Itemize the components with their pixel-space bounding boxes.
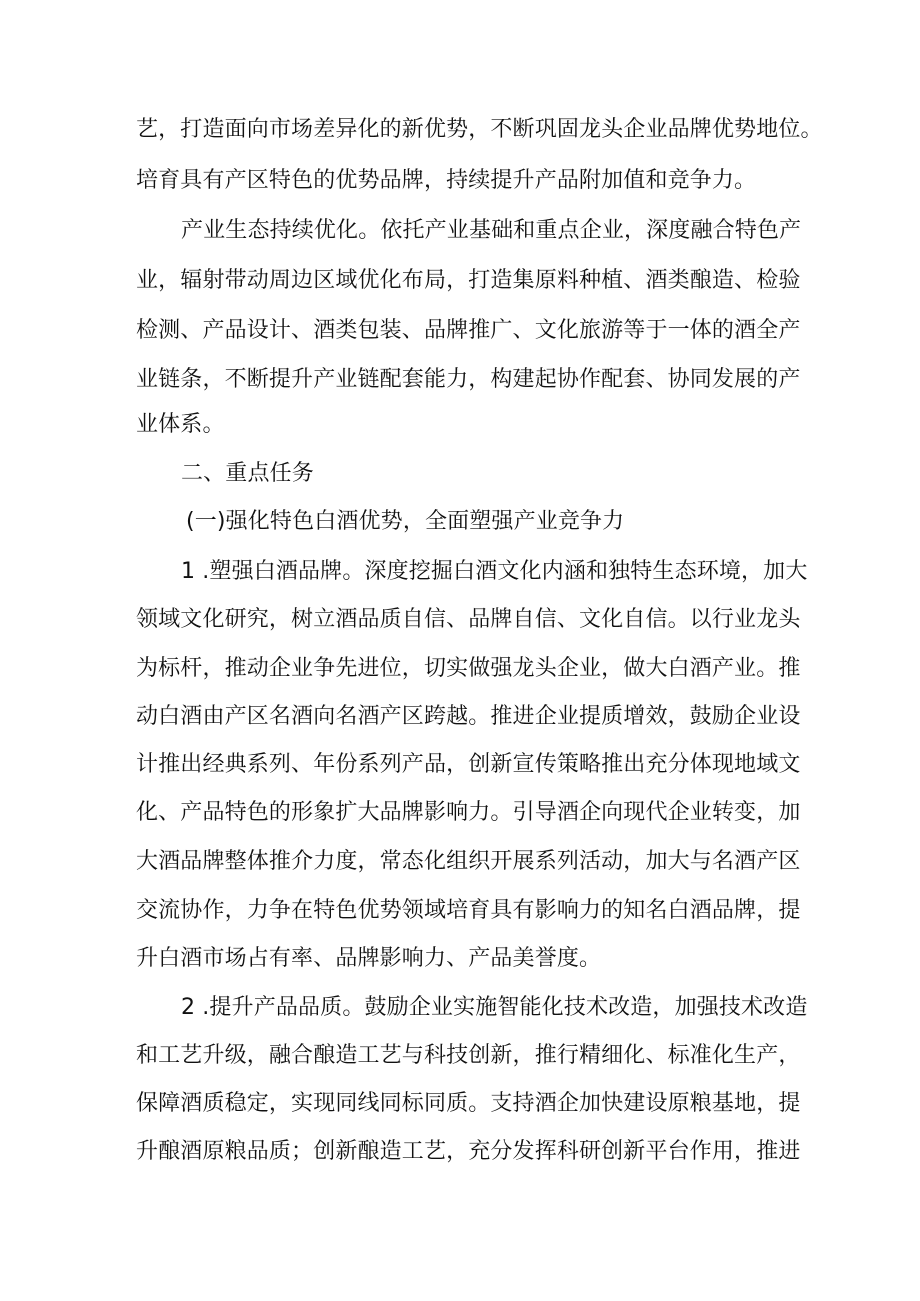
text-line: 计推出经典系列、年份系列产品，创新宣传策略推出充分体现地域文 [136, 752, 801, 777]
text-line: 产业生态持续优化。依托产业基础和重点企业，深度融合特色产 [181, 218, 802, 243]
text-line: 升酿酒原粮品质；创新酿造工艺，充分发挥科研创新平台作用，推进 [136, 1139, 801, 1164]
text-line: 艺，打造面向市场差异化的新优势，不断巩固龙头企业品牌优势地位。 [136, 117, 823, 142]
section-heading: 二、重点任务 [181, 461, 314, 486]
text-line: 化、产品特色的形象扩大品牌影响力。引导酒企向现代企业转变，加 [136, 800, 801, 825]
subsection-heading: (一)强化特色白酒优势，全面塑强产业竞争力 [186, 509, 625, 534]
text-line: 领域文化研究，树立酒品质自信、品牌自信、文化自信。以行业龙头 [136, 607, 801, 632]
text-line: 培育具有产区特色的优势品牌，持续提升产品附加值和竞争力。 [136, 168, 757, 193]
text-line: 2 .提升产品品质。鼓励企业实施智能化技术改造，加强技术改造 [181, 995, 808, 1020]
text-line: 动白酒由产区名酒向名酒产区跨越。推进企业提质增效，鼓励企业设 [136, 704, 801, 729]
text-line: 业体系。 [136, 412, 225, 437]
text-line: 业链条，不断提升产业链配套能力，构建起协作配套、协同发展的产 [136, 367, 801, 392]
text-line: 为标杆，推动企业争先进位，切实做强龙头企业，做大白酒产业。推 [136, 656, 801, 681]
text-line: 保障酒质稳定，实现同线同标同质。支持酒企加快建设原粮基地，提 [136, 1091, 801, 1116]
text-line: 升白酒市场占有率、品牌影响力、产品美誉度。 [136, 946, 602, 971]
text-line: 交流协作，力争在特色优势领域培育具有影响力的知名白酒品牌，提 [136, 898, 801, 923]
text-line: 检测、产品设计、酒类包装、品牌推广、文化旅游等于一体的酒全产 [136, 318, 801, 343]
text-line: 大酒品牌整体推介力度，常态化组织开展系列活动，加大与名酒产区 [136, 849, 801, 874]
text-line: 和工艺升级，融合酿造工艺与科技创新，推行精细化、标准化生产， [136, 1043, 801, 1068]
text-line: 1 .塑强白酒品牌。深度挖掘白酒文化内涵和独特生态环境，加大 [181, 559, 808, 584]
text-line: 业，辐射带动周边区域优化布局，打造集原料种植、酒类酿造、检验 [136, 268, 801, 293]
